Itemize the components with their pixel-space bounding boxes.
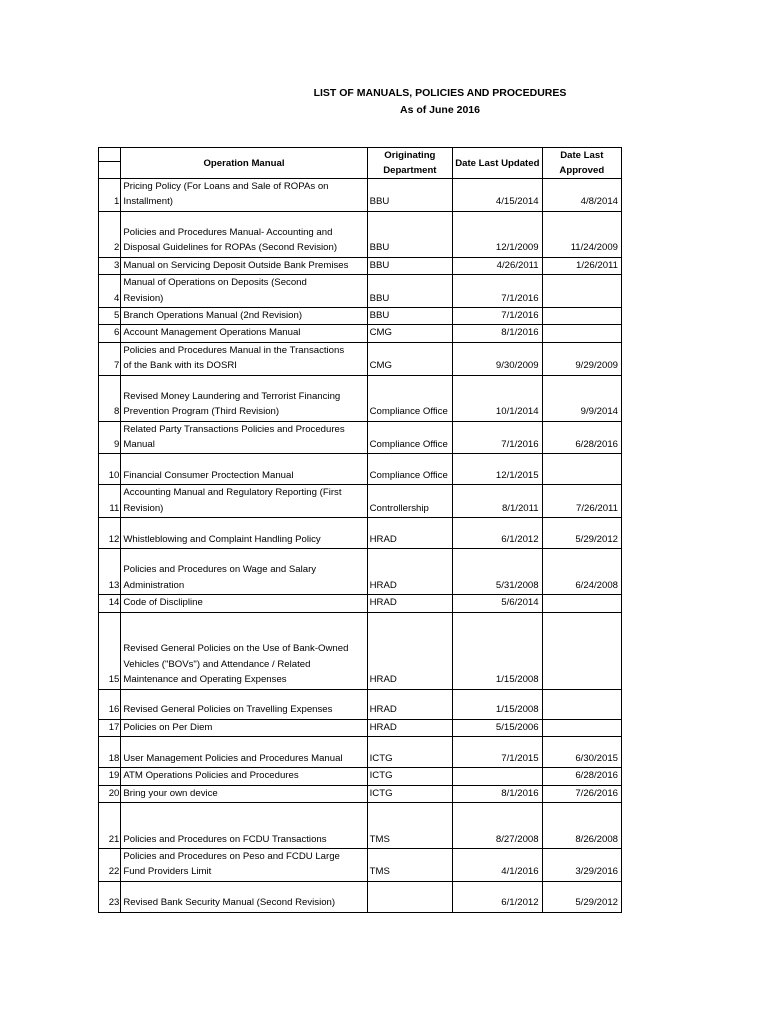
date-last-approved [542,275,621,308]
manual-name [121,719,367,736]
manual-name [121,308,367,325]
date-last-approved: 4/8/2014 [542,179,621,212]
date-last-updated: 4/15/2014 [453,179,543,212]
date-last-approved [542,325,621,342]
table-row [99,485,622,518]
manual-name [121,689,367,719]
table-row [99,375,622,421]
originating-department: BBU [367,308,452,325]
date-last-updated: 7/1/2016 [453,275,543,308]
originating-department: CMG [367,325,452,342]
header-date-last-approved: Date Last Approved [542,148,621,179]
table-row [99,549,622,595]
row-number: 4 [99,275,121,308]
originating-department: Controllership [367,485,452,518]
manual-name-line: Revised Bank Security Manual (Second Revision) [123,897,336,909]
table-row [99,881,622,912]
date-last-approved: 5/29/2012 [542,881,621,912]
date-last-approved: 5/29/2012 [542,518,621,549]
table-row [99,689,622,719]
originating-department: TMS [367,848,452,881]
row-number: 12 [99,518,121,549]
originating-department: ICTG [367,785,452,802]
originating-department: BBU [367,257,452,274]
table-row [99,518,622,549]
date-last-approved [542,595,621,612]
manual-name-line: Financial Consumer Proctection Manual [123,470,294,482]
manual-name-line: Disposal Guidelines for ROPAs (Second Revision) [123,242,338,254]
manual-name-line: Policies and Procedures Manual in the Transactions [123,344,345,356]
manual-name-line: Policies on Per Diem [123,721,213,733]
date-last-updated: 12/1/2009 [453,211,543,257]
manual-name [121,179,367,212]
date-last-approved: 7/26/2016 [542,785,621,802]
date-last-approved [542,612,621,689]
date-last-updated: 7/1/2016 [453,308,543,325]
row-number: 11 [99,485,121,518]
manual-name-line: Bring your own device [123,787,218,799]
originating-department: HRAD [367,612,452,689]
manual-name-line: Maintenance and Operating Expenses [123,674,287,686]
date-last-updated: 6/1/2012 [453,518,543,549]
header-originating-department: Originating Department [367,148,452,179]
originating-department: BBU [367,211,452,257]
manual-name-line: User Management Policies and Procedures Manual [123,752,343,764]
row-number: 17 [99,719,121,736]
manual-name [121,549,367,595]
manual-name [121,595,367,612]
header-no-sub [99,162,121,179]
manual-name-line: Manual on Servicing Deposit Outside Bank Premises [123,259,349,271]
date-last-approved: 6/28/2016 [542,421,621,454]
table-row [99,719,622,736]
manual-name [121,802,367,848]
manual-name-line: Manual [123,439,155,451]
row-number: 2 [99,211,121,257]
originating-department: Compliance Office [367,421,452,454]
date-last-updated: 5/31/2008 [453,549,543,595]
table-row [99,342,622,375]
originating-department: ICTG [367,737,452,768]
row-number: 7 [99,342,121,375]
row-number: 5 [99,308,121,325]
date-last-updated: 7/1/2015 [453,737,543,768]
row-number: 16 [99,689,121,719]
date-last-updated: 4/1/2016 [453,848,543,881]
manual-name [121,518,367,549]
header-date-last-updated: Date Last Updated [453,148,543,179]
row-number: 18 [99,737,121,768]
manual-name-line: Vehicles ("BOVs") and Attendance / Related [123,658,311,670]
manual-name-line: Related Party Transactions Policies and Procedures [123,423,345,435]
date-last-updated: 4/26/2011 [453,257,543,274]
date-last-updated: 1/15/2008 [453,689,543,719]
date-last-approved: 6/30/2015 [542,737,621,768]
table-row [99,179,622,212]
originating-department: TMS [367,802,452,848]
date-last-approved [542,454,621,485]
date-last-updated: 9/30/2009 [453,342,543,375]
date-last-updated: 6/1/2012 [453,881,543,912]
date-last-approved [542,689,621,719]
date-last-updated: 8/1/2016 [453,785,543,802]
originating-department: HRAD [367,689,452,719]
manual-name [121,342,367,375]
row-number: 10 [99,454,121,485]
manual-name-line: Installment) [123,196,173,208]
row-number: 9 [99,421,121,454]
date-last-updated: 7/1/2016 [453,421,543,454]
originating-department: BBU [367,179,452,212]
manual-name-line: Revision) [123,502,164,514]
row-number: 20 [99,785,121,802]
date-last-approved: 7/26/2011 [542,485,621,518]
date-last-approved: 9/29/2009 [542,342,621,375]
document-subtitle: As of June 2016 [400,104,480,116]
table-row [99,802,622,848]
manual-name-line: Revised Money Laundering and Terrorist Financing [123,390,341,402]
manual-name [121,848,367,881]
table-row [99,612,622,689]
table-row [99,737,622,768]
manual-name-line: Account Management Operations Manual [123,327,301,339]
date-last-approved: 3/29/2016 [542,848,621,881]
date-last-updated: 8/1/2011 [453,485,543,518]
table-row [99,768,622,785]
date-last-updated: 10/1/2014 [453,375,543,421]
table-row [99,454,622,485]
originating-department: HRAD [367,595,452,612]
manual-name [121,257,367,274]
row-number: 3 [99,257,121,274]
row-number: 22 [99,848,121,881]
row-number: 15 [99,612,121,689]
manual-name [121,737,367,768]
row-number: 1 [99,179,121,212]
manual-name-line: Prevention Program (Third Revision) [123,406,280,418]
date-last-approved: 6/28/2016 [542,768,621,785]
manual-name [121,325,367,342]
manual-name-line: Fund Providers Limit [123,866,212,878]
table-row [99,848,622,881]
table-row [99,211,622,257]
row-number: 14 [99,595,121,612]
table-row [99,421,622,454]
date-last-updated: 5/6/2014 [453,595,543,612]
manual-name [121,421,367,454]
manual-name [121,211,367,257]
date-last-updated [453,768,543,785]
originating-department [367,881,452,912]
originating-department: HRAD [367,719,452,736]
date-last-approved: 9/9/2014 [542,375,621,421]
originating-department: ICTG [367,768,452,785]
manual-name-line: Branch Operations Manual (2nd Revision) [123,310,303,322]
manuals-table [98,147,622,913]
row-number: 13 [99,549,121,595]
date-last-approved: 11/24/2009 [542,211,621,257]
manual-name [121,454,367,485]
originating-department: Compliance Office [367,454,452,485]
manual-name-line: Pricing Policy (For Loans and Sale of ROPAs on [123,181,329,192]
manual-name [121,612,367,689]
table-row [99,785,622,802]
manual-name-line: Whistleblowing and Complaint Handling Policy [123,533,321,545]
manual-name-line: Administration [123,579,185,591]
date-last-updated: 8/1/2016 [453,325,543,342]
manual-name [121,275,367,308]
date-last-approved: 1/26/2011 [542,257,621,274]
manual-name [121,768,367,785]
row-number: 6 [99,325,121,342]
manual-name-line: Manual of Operations on Deposits (Second [123,277,307,289]
manual-name [121,375,367,421]
row-number: 19 [99,768,121,785]
originating-department: BBU [367,275,452,308]
manual-name-line: Policies and Procedures on Peso and FCDU Large [123,850,340,862]
originating-department: HRAD [367,549,452,595]
date-last-approved: 6/24/2008 [542,549,621,595]
manual-name-line: ATM Operations Policies and Procedures [123,770,299,782]
manual-name-line: Policies and Procedures Manual- Accounting and [123,227,333,238]
date-last-approved [542,719,621,736]
originating-department: HRAD [367,518,452,549]
date-last-updated: 1/15/2008 [453,612,543,689]
row-number: 21 [99,802,121,848]
table-row [99,257,622,274]
manual-name-line: Code of Disclipline [123,597,203,609]
manual-name-line: Revised General Policies on the Use of Bank-Owned [123,643,349,655]
manual-name-line: Revised General Policies on Travelling Expenses [123,704,333,716]
originating-department: CMG [367,342,452,375]
manual-name [121,785,367,802]
manual-name-line: Policies and Procedures on FCDU Transactions [123,833,327,845]
manual-name-line: Policies and Procedures on Wage and Salary [123,564,317,576]
manual-name-line: Revision) [123,292,164,304]
date-last-approved [542,308,621,325]
header-operation-manual: Operation Manual [121,148,367,179]
row-number: 8 [99,375,121,421]
table-row [99,595,622,612]
manual-name-line: Accounting Manual and Regulatory Reporting (First [123,487,342,499]
manual-name [121,485,367,518]
document-title: LIST OF MANUALS, POLICIES AND PROCEDURES [313,87,567,99]
date-last-updated: 8/27/2008 [453,802,543,848]
originating-department: Compliance Office [367,375,452,421]
manual-name-line: of the Bank with its DOSRI [123,360,237,372]
table-row [99,325,622,342]
date-last-updated: 5/15/2006 [453,719,543,736]
table-row [99,275,622,308]
header-no [99,148,121,162]
table-row [99,308,622,325]
manual-name [121,881,367,912]
date-last-approved: 8/26/2008 [542,802,621,848]
date-last-updated: 12/1/2015 [453,454,543,485]
row-number: 23 [99,881,121,912]
header-row [99,148,622,162]
